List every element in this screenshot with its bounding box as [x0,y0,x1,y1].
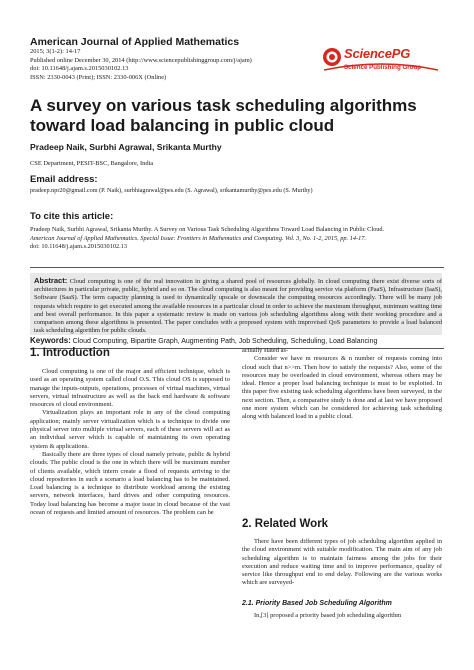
paragraph: There have been different types of job scheduling algorithm applied in the cloud environment with suitable modification. The main aim of any job scheduling algorithm is to maintain fairness among the jobs for their execution and reduce waiting time and to improve performance, quality of service like throughput end to end delay. Following are the various works which are surveyed- [242,538,442,587]
introduction-text [30,368,230,517]
abstract-body: Cloud computing is one of the real innovation in giving a shared pool of resources globally. In cloud computing there exist diverse sorts of architectures in particular private, public, hybrid and so on. The cloud computing is also meant for providing service via platform (PaaS), Infrastructure (IaaS), Software (SaaS). The term capacity planning is used to dynamically upscale or downscale the computing resources accordingly. There will be many job requests which require to get executed among the available resources in a particular cloud in order to achieve the maximum throughput, minimum waiting time and best overall performance. In this paper a systematic review is made on various job scheduling algorithms along with their working procedure and a comparison among these algorithms is presented. The paper concludes with a proposed system with improvised QoS parameters to provide a load balanced task scheduling algorithm for public clouds. [34,278,442,335]
introduction-heading-text: 1. Introduction [30,347,110,359]
keywords [30,336,450,345]
logo-title: SciencePG [344,46,411,61]
citation-line: American Journal of Applied Mathematics. Special Issue: Frontiers in Mathematics and Computing. Vol. 3, No. 1-2, 2015, pp. 14-17. [30,234,366,242]
email-addresses: pradeep.npr20@gmail.com (P. Naik), surbhiagrawal@pes.edu (S. Agrawal), srikantamurthy@pes.edu (S. Murthy) [30,187,313,194]
subsection-text [242,612,442,620]
journal-title: American Journal of Applied Mathematics [30,36,240,48]
author-list: Pradeep Naik, Surbhi Agrawal, Srikanta Murthy [30,142,222,152]
abstract [34,277,442,335]
paragraph: actually stated as- [242,347,289,354]
related-work-text [242,538,442,588]
citation-block [30,226,450,252]
right-column-text [242,347,442,422]
paragraph: Virtualization plays an important role in any of the cloud computing application; mainly server virtualization which is a technique to divide one physical server into multiple virtual servers, each of these servers will act as an individual server which is capable of maintaining its own operating system & applications. [30,409,230,450]
paragraph: In,[3] proposed a priority based job scheduling algorithm [254,612,402,619]
paper-title: A survey on various task scheduling algorithms toward load balancing in public cloud [30,96,417,135]
keywords-list: Cloud Computing, Bipartite Graph, Augmenting Path, Job Scheduling, Scheduling, Load Balancing [72,338,378,345]
email-heading: Email address: [30,174,98,185]
paragraph: Consider we have m resources & n number of requests coming into cloud such that n>>m. Then how to satisfy the requests? Also, some of the resources may be overloaded in cloud environment, whereas others may be ideal. Hence a proper load balancing technique is must to be exploited. In this paper five existing task scheduling algorithms have been surveyed, in the next section. Then, a comparative study is done and at last we have proposed one more system which can be considered for achieving task scheduling along with balanced load in a public cloud. [242,355,442,421]
divider [30,267,444,268]
paragraph: Basically there are three types of cloud namely private, public & hybrid clouds. The public cloud is the one in which there will be maximum number of clients available, which intern create a flood of requests arriving to the cloud repositories in such a scenario a load balancing has to be maintained. Load balancing is a technique to distribute workload among the existing servers, network interfaces, hard drives and other computing resources. Today load balancing has become a major issue in cloud because of the vast ocean of requests and limited amount of resources. The problem can be [30,450,230,517]
logo-subtitle: Science Publishing Group [344,64,422,71]
paragraph: Cloud computing is one of the major and efficient technique, which is used as an operating system called cloud O.S. This cloud OS is supposed to manage the inputs-outputs, operations, processes of virtual machines, virtual servers, virtual infrastructure as well as the back end hardware & software resources of cloud environment. [30,368,230,409]
doi-line: doi: 10.11648/j.ajam.s.2015030102.13 [30,65,129,73]
citation-line: Pradeep Naik, Surbhi Agrawal, Srikanta Murthy. A Survey on Various Task Scheduling Algorithms Toward Load Balancing in Public Cloud. [30,226,385,233]
affiliation: CSE Department, PESIT-BSC, Bangalore, India [30,160,154,167]
abstract-label: Abstract: [34,276,68,285]
publication-date: Published online December 30, 2014 (http://www.sciencepublishinggroup.com/j/ajam) [30,56,252,64]
keywords-label: Keywords: [30,336,71,345]
journal-issue: 2015; 3(1-2): 14-17 [30,48,81,55]
introduction-heading [30,346,110,359]
issn-line: ISSN: 2330-0043 (Print); ISSN: 2330-006X (Online) [30,73,167,81]
related-work-heading: 2. Related Work [242,518,329,530]
subsection-heading: 2.1. Priority Based Job Scheduling Algorithm [242,600,392,607]
citation-line: doi: 10.11648/j.ajam.s.2015030102.13 [30,243,128,251]
cite-heading: To cite this article: [30,211,114,222]
